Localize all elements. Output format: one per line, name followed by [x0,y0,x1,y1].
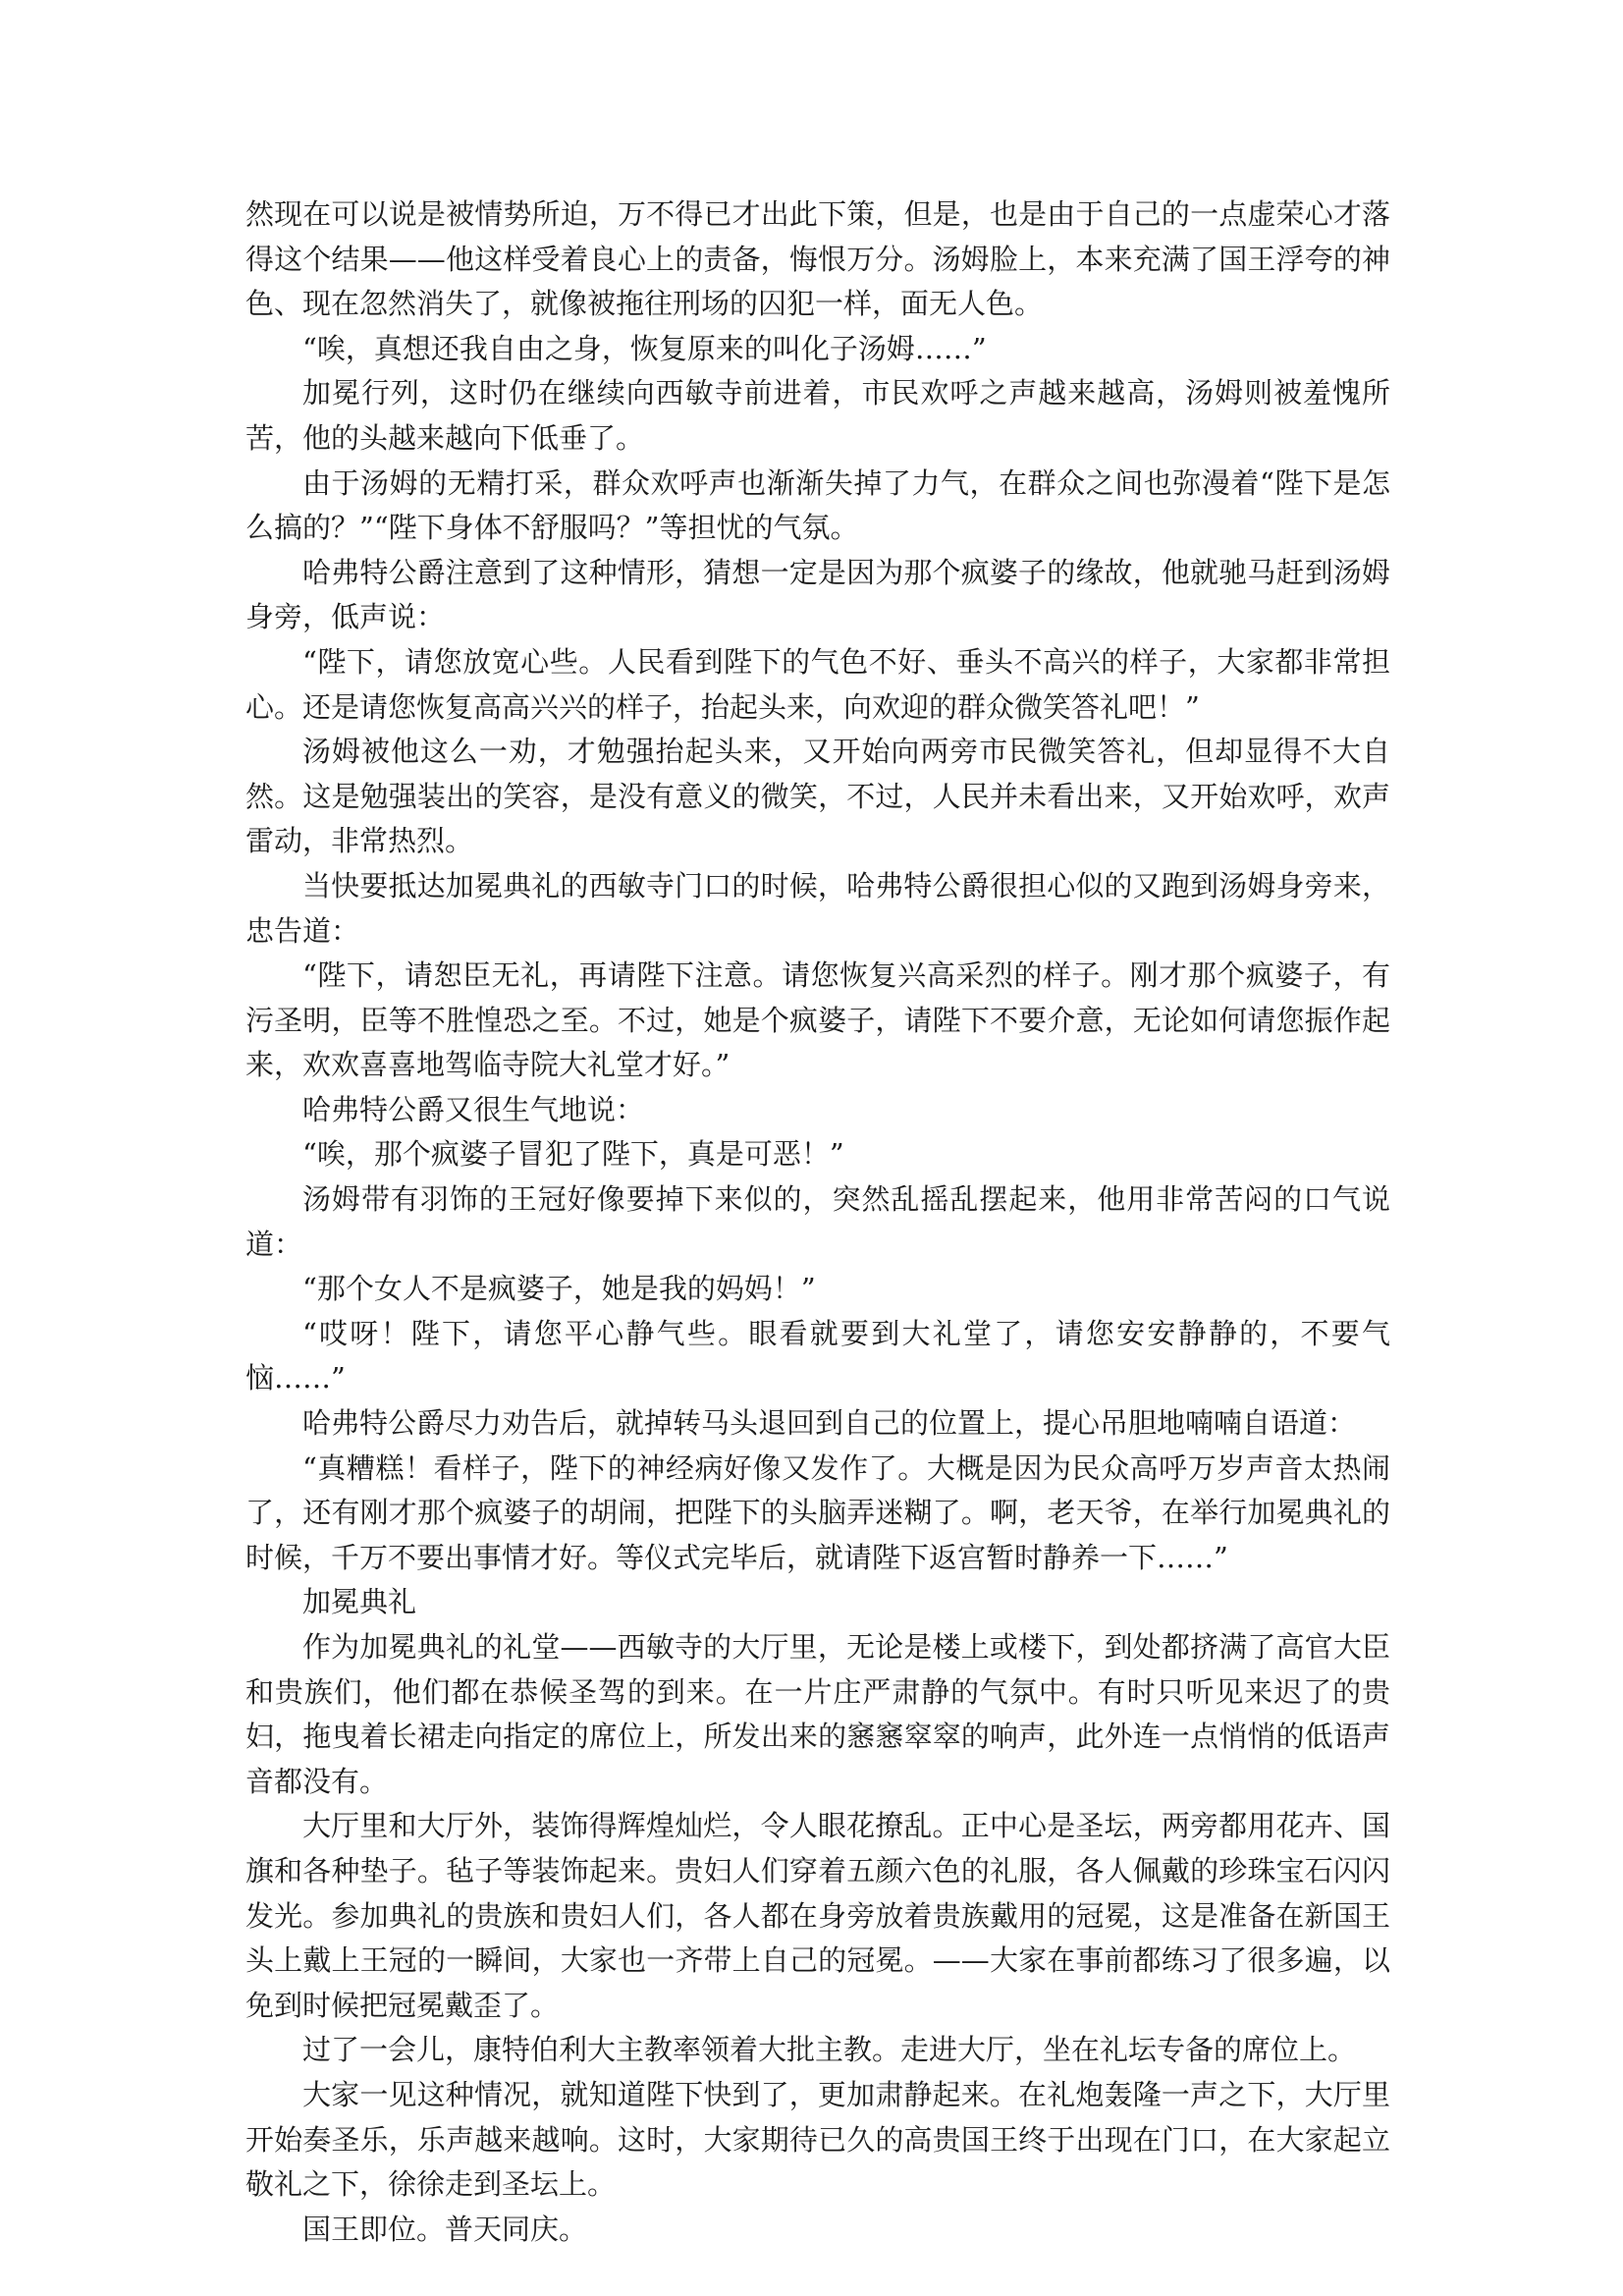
paragraph-19: 大厅里和大厅外，装饰得辉煌灿烂，令人眼花撩乱。正中心是圣坛，两旁都用花卉、国旗和各种垫子。毡子等装饰起来。贵妇人们穿着五颜六色的礼服，各人佩戴的珍珠宝石闪闪发光。参加典礼的贵族和贵妇人们，各人都在身旁放着贵族戴用的冠冕，这是准备在新国王头上戴上王冠的一瞬间，大家也一齐带上自己的冠冕。——大家在事前都练习了很多遍，以免到时候把冠冕戴歪了。 [245,1809,1390,2022]
paragraph-3: 加冕行列，这时仍在继续向西敏寺前进着，市民欢呼之声越来越高，汤姆则被羞愧所苦，他的头越来越向下低垂了。 [245,376,1390,455]
paragraph-5: 哈弗特公爵注意到了这种情形，猜想一定是因为那个疯婆子的缘故，他就驰马赶到汤姆身旁，低声说： [245,555,1390,634]
paragraph-16: “真糟糕！看样子，陛下的神经病好像又发作了。大概是因为民众高呼万岁声音太热闹了，还有刚才那个疯婆子的胡闹，把陛下的头脑弄迷糊了。啊，老天爷，在举行加冕典礼的时候，千万不要出事情才好。等仪式完毕后，就请陛下返宫暂时静养一下……” [245,1450,1390,1574]
document-page [245,192,1390,2252]
paragraph-14: “哎呀！陛下，请您平心静气些。眼看就要到大礼堂了，请您安安静静的，不要气恼……” [245,1316,1390,1395]
paragraph-2: “唉，真想还我自由之身，恢复原来的叫化子汤姆……” [302,331,987,365]
paragraph-9: “陛下，请恕臣无礼，再请陛下注意。请您恢复兴高采烈的样子。刚才那个疯婆子，有污圣明，臣等不胜惶恐之至。不过，她是个疯婆子，请陛下不要介意，无论如何请您振作起来，欢欢喜喜地驾临寺院大礼堂才好。” [245,958,1390,1082]
paragraph-4: 由于汤姆的无精打采，群众欢呼声也渐渐失掉了力气，在群众之间也弥漫着“陛下是怎么搞的？”“陛下身体不舒服吗？”等担忧的气氛。 [245,465,1390,545]
paragraph-10: 哈弗特公爵又很生气地说： [302,1092,645,1126]
paragraph-11: “唉，那个疯婆子冒犯了陛下，真是可恶！” [302,1137,844,1172]
paragraph-20: 过了一会儿，康特伯利大主教率领着大批主教。走进大厅，坐在礼坛专备的席位上。 [302,2033,1357,2067]
section-heading: 加冕典礼 [302,1585,417,1619]
paragraph-7: 汤姆被他这么一劝，才勉强抬起头来，又开始向两旁市民微笑答礼，但却显得不大自然。这是勉强装出的笑容，是没有意义的微笑，不过，人民并未看出来，又开始欢呼，欢声雷动，非常热烈。 [245,735,1390,858]
paragraph-13: “那个女人不是疯婆子，她是我的妈妈！” [302,1272,816,1306]
paragraph-1: 然现在可以说是被情势所迫，万不得已才出此下策，但是，也是由于自己的一点虚荣心才落得这个结果——他这样受着良心上的责备，悔恨万分。汤姆脸上，本来充满了国王浮夸的神色、现在忽然消失了，就像被拖往刑场的囚犯一样，面无人色。 [245,197,1390,321]
paragraph-15: 哈弗特公爵尽力劝告后，就掉转马头退回到自己的位置上，提心吊胆地喃喃自语道： [302,1406,1357,1441]
paragraph-21: 大家一见这种情况，就知道陛下快到了，更加肃静起来。在礼炮轰隆一声之下，大厅里开始奏圣乐，乐声越来越响。这时，大家期待已久的高贵国王终于出现在门口，在大家起立敬礼之下，徐徐走到圣坛上。 [245,2077,1390,2202]
paragraph-12: 汤姆带有羽饰的王冠好像要掉下来似的，突然乱摇乱摆起来，他用非常苦闷的口气说道： [245,1182,1390,1261]
paragraph-6: “陛下，请您放宽心些。人民看到陛下的气色不好、垂头不高兴的样子，大家都非常担心。还是请您恢复高高兴兴的样子，抬起头来，向欢迎的群众微笑答礼吧！” [245,644,1390,724]
paragraph-8: 当快要抵达加冕典礼的西敏寺门口的时候，哈弗特公爵很担心似的又跑到汤姆身旁来，忠告道： [245,868,1390,948]
paragraph-18: 作为加冕典礼的礼堂——西敏寺的大厅里，无论是楼上或楼下，到处都挤满了高官大臣和贵族们，他们都在恭候圣驾的到来。在一片庄严肃静的气氛中。有时只听见来迟了的贵妇，拖曳着长裙走向指定的席位上，所发出来的窸窸窣窣的响声，此外连一点悄悄的低语声音都没有。 [245,1630,1390,1798]
paragraph-22: 国王即位。普天同庆。 [302,2212,588,2246]
